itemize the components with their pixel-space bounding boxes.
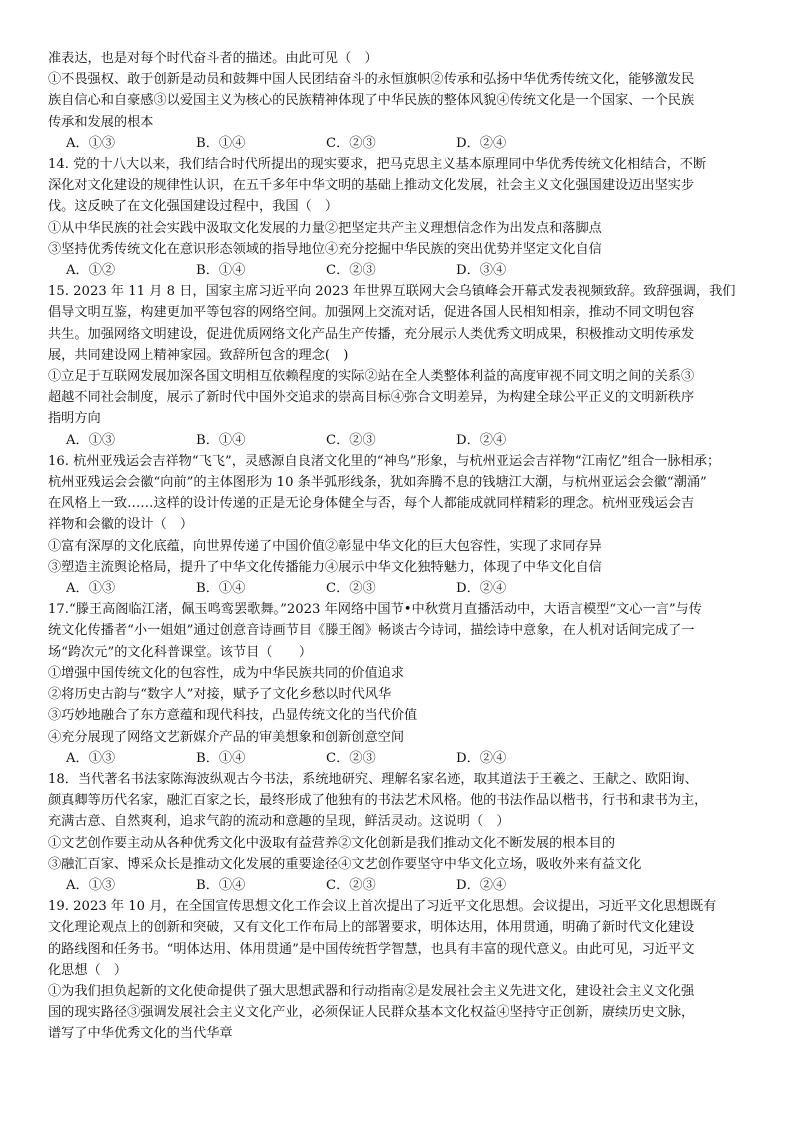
question-stem-line: 14. 党的十八大以来，我们结合时代所提出的现实要求，把马克思主义基本原理同中华优秀传统文化相结合，不断 [48,157,707,173]
statement-line: 超越不同社会制度，展示了新时代中国外交追求的崇高目标④弥合文明差异，为构建全球公平正义的文明新秩序 [48,390,695,406]
statement-line: ②将历史古韵与“数字人”对接，赋予了文化乡愁以时代风华 [48,687,392,703]
statement-line: ④充分展现了网络文艺新媒介产品的审美想象和创新创意空间 [48,729,405,745]
answer-options [48,578,758,599]
answer-options [48,260,758,281]
question-stem-line: 倡导文明互鉴，构建更加平等包容的网络空间。加强网上交流对话，促进各国人民相知相亲，推动不同文明包容 [48,305,695,321]
statement-line: ①增强中国传统文化的包容性，成为中华民族共同的价值追求 [48,665,405,681]
option-a[interactable]: A．①③ [66,581,116,597]
answer-options [48,430,758,451]
question-stem-line: 19. 2023 年 10 月，在全国宣传思想文化工作会议上首次提出了习近平文化思想。会议提出，习近平文化思想既有 [48,899,717,915]
question-16 [48,451,758,599]
option-b[interactable]: B．①④ [196,750,246,766]
option-c[interactable]: C．②③ [326,750,376,766]
option-c[interactable]: C．②③ [326,581,376,597]
statement-line: 谱写了中华优秀文化的当代华章 [48,1026,233,1042]
question-15 [48,281,758,451]
answer-options [48,133,758,154]
answer-options [48,875,758,896]
option-d[interactable]: D．②④ [456,432,507,448]
question-stem-line: 伐。这反映了在文化强国建设过程中，我国（ ） [48,199,339,215]
statement-line: ③坚持优秀传统文化在意识形态领域的指导地位④充分挖掘中华民族的突出优势并坚定文化自信 [48,241,602,257]
statement-line: 族自信心和自豪感③以爱国主义为核心的民族精神体现了中华民族的整体风貌④传统文化是一个国家、一个民族 [48,93,695,109]
question-stem-line: 文化理论观点上的创新和突破，又有文化工作布局上的部署要求，明体达用，体用贯通，明确了新时代文化建设 [48,920,695,936]
statement-line: 指明方向 [48,411,101,427]
question-stem-line: 场“跨次元”的文化科普课堂。该节目（ ） [48,644,313,660]
option-b[interactable]: B．①④ [196,432,246,448]
option-a[interactable]: A．①③ [66,877,116,893]
question-stem-line: 在风格上一致……这样的设计传递的正是无论身体健全与否，每个人都能成就同样精彩的理念。杭州亚残运会吉 [48,496,695,512]
statement-line: ①从中华民族的社会实践中汲取文化发展的力量②把坚定共产主义理想信念作为出发点和落脚点 [48,220,602,236]
question-18 [48,769,758,896]
question-stem-line: 杭州亚残运会会徽“向前”的主体图形为 10 条半弧形线条，犹如奔腾不息的钱塘江大潮，与杭州亚运会会徽“潮涌” [48,475,707,491]
question-stem-line: 18．当代著名书法家陈海波纵观古今书法，系统地研究、理解名家名迹，取其道法于王羲之、王献之、欧阳询、 [48,771,698,787]
question-stem-line: 充满古意、自然爽利，追求气韵的流动和意趣的呈现，鲜活灵动。这说明（ ） [48,814,510,830]
statement-line: ①不畏强权、敢于创新是动员和鼓舞中国人民团结奋斗的永恒旗帜②传承和弘扬中华优秀传统文化，能够激发民 [48,72,695,88]
question-17 [48,599,758,769]
question-stem-line: 化思想（ ） [48,962,128,978]
question-stem-line: 颜真卿等历代名家，融汇百家之长，最终形成了他独有的书法艺术风格。他的书法作品以楷书，行书和隶书为主， [48,793,708,809]
option-b[interactable]: B．①④ [196,581,246,597]
statement-line: ③融汇百家、博采众长是推动文化发展的重要途径④文艺创作要坚守中华文化立场，吸收外来有益文化 [48,856,642,872]
option-a[interactable]: A．①③ [66,432,116,448]
question-13 [48,48,758,154]
question-stem-line: 的路线图和任务书。“明体达用、体用贯通”是中国传统哲学智慧，也具有丰富的现代意义。由此可见，习近平文 [48,941,695,957]
question-stem-line: 展，共同建设网上精神家园。致辞所包含的理念( ) [48,347,349,363]
option-a[interactable]: A．①③ [66,750,116,766]
statement-line: ①立足于互联网发展加深各国文明相互依赖程度的实际②站在全人类整体利益的高度审视不同文明之间的关系③ [48,369,695,385]
statement-line: ①文艺创作要主动从各种优秀文化中汲取有益营养②文化创新是我们推动文化不断发展的根本目的 [48,835,616,851]
question-stem-line: 统文化传播者“小一姐姐”通过创意音诗画节目《滕王阁》畅谈古今诗词，描绘诗中意象，在人机对话间完成了一 [48,623,695,639]
option-c[interactable]: C．②③ [326,432,376,448]
option-c[interactable]: C．②③ [326,263,376,279]
statement-line: 传承和发展的根本 [48,114,154,130]
question-19 [48,896,758,1044]
exam-page [48,48,758,1045]
question-stem-line: 准表达，也是对每个时代奋斗者的描述。由此可见（ ） [48,51,378,66]
option-d[interactable]: D．②④ [456,135,507,151]
question-stem-line: 共生。加强网络文明建设，促进优质网络文化产品生产传播，充分展示人类优秀文明成果，积极推动文明传承发 [48,326,695,342]
question-14 [48,154,758,281]
statement-line: 国的现实路径③强调发展社会主义文化产业，必须保证人民群众基本文化权益④坚持守正创新，赓续历史文脉， [48,1005,695,1021]
option-c[interactable]: C．②③ [326,135,376,151]
option-b[interactable]: B．①④ [196,263,246,279]
question-stem-line: 17.“滕王高阁临江渚，佩玉鸣鸾罢歌舞。”2023 年网络中国节•中秋赏月直播活动中，大语言模型“文心一言”与传 [48,602,702,618]
statement-line: ①为我们担负起新的文化使命提供了强大思想武器和行动指南②是发展社会主义先进文化，建设社会主义文化强 [48,983,695,999]
statement-line: ③塑造主流舆论格局，提升了中华文化传播能力④展示中华文化独特魅力，体现了中华文化自信 [48,559,602,575]
option-b[interactable]: B．①④ [196,135,246,151]
option-a[interactable]: A．①③ [66,135,116,151]
option-a[interactable]: A．①② [66,263,116,279]
option-d[interactable]: D．②④ [456,877,507,893]
question-stem-line: 深化对文化建设的规律性认识，在五千多年中华文明的基础上推动文化发展，社会主义文化强国建设迈出坚实步 [48,178,695,194]
answer-options [48,748,758,769]
option-c[interactable]: C．②③ [326,877,376,893]
question-stem-line: 祥物和会徽的设计（ ） [48,517,194,533]
question-stem-line: 15. 2023 年 11 月 8 日，国家主席习近平向 2023 年世界互联网大会乌镇峰会开幕式发表视频致辞。致辞强调，我们 [48,284,736,300]
option-d[interactable]: D．③④ [456,263,507,279]
question-stem-line: 16. 杭州亚残运会吉祥物“飞飞”，灵感源自良渚文化里的“神鸟”形象，与杭州亚运会吉祥物“江南忆”组合一脉相承； [48,453,721,469]
option-b[interactable]: B．①④ [196,877,246,893]
statement-line: ③巧妙地融合了东方意蕴和现代科技，凸显传统文化的当代价值 [48,708,418,724]
option-d[interactable]: D．②④ [456,750,507,766]
option-d[interactable]: D．②④ [456,581,507,597]
statement-line: ①富有深厚的文化底蕴，向世界传递了中国价值②彰显中华文化的巨大包容性，实现了求同存异 [48,538,602,554]
